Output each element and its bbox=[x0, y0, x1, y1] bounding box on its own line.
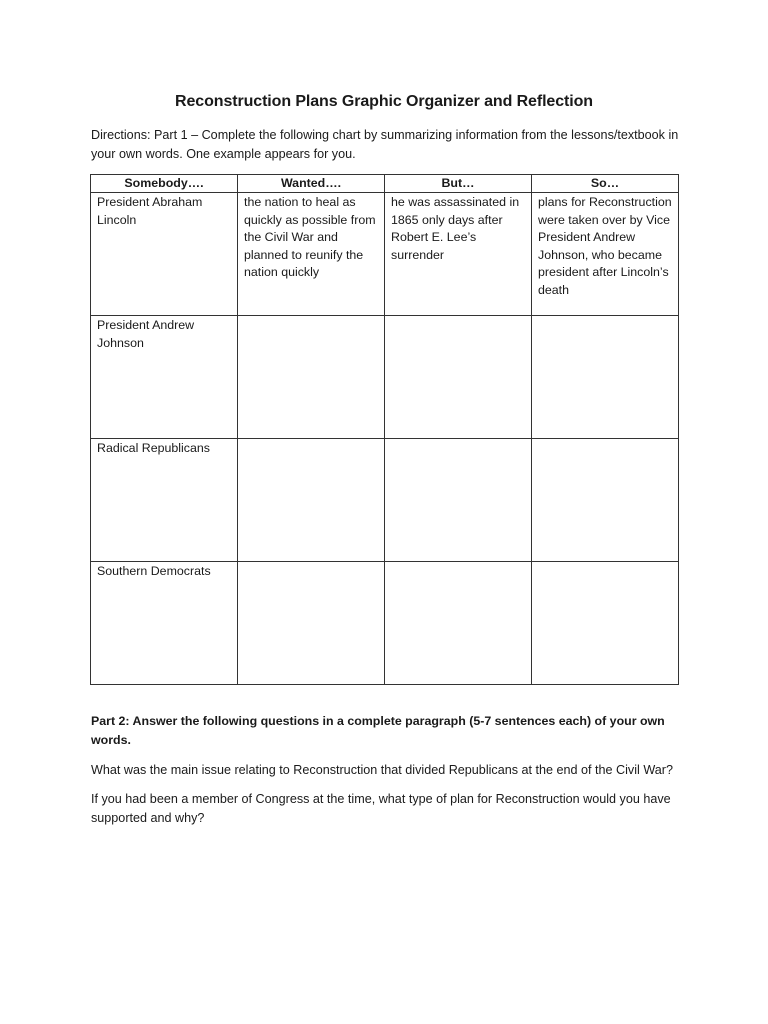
page-title: Reconstruction Plans Graphic Organizer and Reflection bbox=[175, 93, 593, 110]
cell-somebody: Southern Democrats bbox=[91, 562, 238, 685]
cell-wanted[interactable] bbox=[238, 316, 385, 439]
cell-somebody: Radical Republicans bbox=[91, 439, 238, 562]
cell-but: he was assassinated in 1865 only days after Robert E. Lee’s surrender bbox=[385, 193, 532, 316]
question-2: If you had been a member of Congress at the time, what type of plan for Reconstruction would you have supported and why? bbox=[91, 792, 671, 825]
table-row bbox=[91, 439, 679, 562]
column-header-somebody: Somebody…. bbox=[91, 175, 238, 193]
table-row bbox=[91, 193, 679, 316]
table-row bbox=[91, 316, 679, 439]
cell-so[interactable] bbox=[532, 562, 679, 685]
directions-text: Directions: Part 1 – Complete the following chart by summarizing information from the lessons/textbook in your own words. One example appears for you. bbox=[91, 128, 679, 161]
cell-but[interactable] bbox=[385, 316, 532, 439]
cell-wanted[interactable] bbox=[238, 562, 385, 685]
cell-so: plans for Reconstruction were taken over by Vice President Andrew Johnson, who became president after Lincoln’s death bbox=[532, 193, 679, 316]
cell-but[interactable] bbox=[385, 562, 532, 685]
table-row bbox=[91, 562, 679, 685]
question-1: What was the main issue relating to Reconstruction that divided Republicans at the end of the Civil War? bbox=[91, 763, 673, 777]
cell-so[interactable] bbox=[532, 316, 679, 439]
cell-somebody: President Andrew Johnson bbox=[91, 316, 238, 439]
cell-wanted: the nation to heal as quickly as possible from the Civil War and planned to reunify the nation quickly bbox=[238, 193, 385, 316]
cell-but[interactable] bbox=[385, 439, 532, 562]
table-header-row bbox=[91, 175, 679, 193]
cell-so[interactable] bbox=[532, 439, 679, 562]
column-header-wanted: Wanted…. bbox=[238, 175, 385, 193]
cell-somebody: President Abraham Lincoln bbox=[91, 193, 238, 316]
column-header-so: So… bbox=[532, 175, 679, 193]
graphic-organizer-table bbox=[90, 174, 679, 685]
column-header-but: But… bbox=[385, 175, 532, 193]
part2-heading: Part 2: Answer the following questions in a complete paragraph (5-7 sentences each) of your own words. bbox=[91, 714, 665, 747]
cell-wanted[interactable] bbox=[238, 439, 385, 562]
